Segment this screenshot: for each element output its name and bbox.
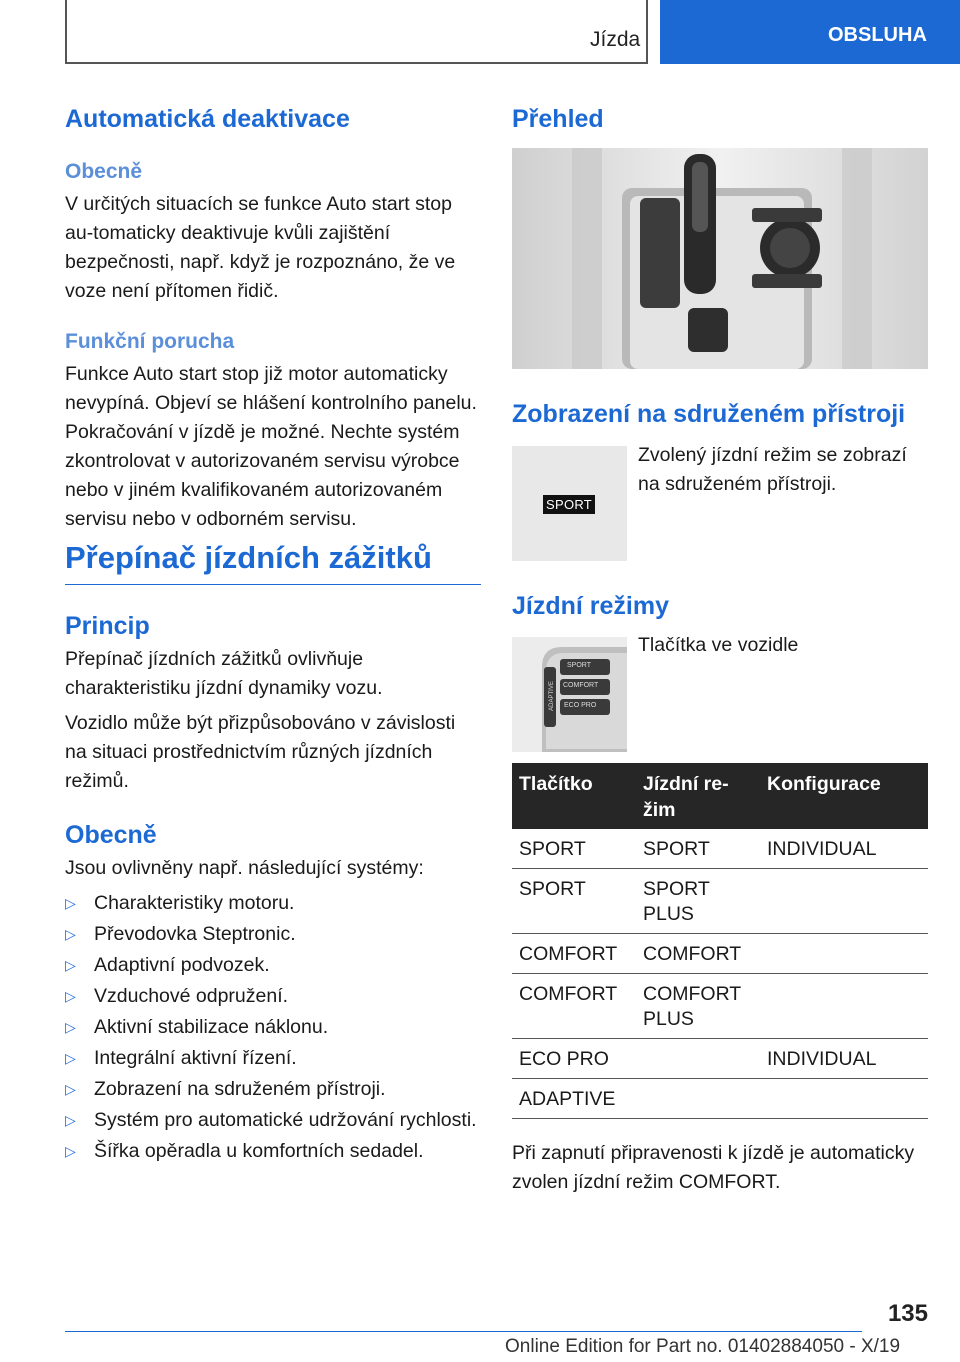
triangle-bullet-icon: ▷ xyxy=(65,988,76,1004)
mode-buttons-caption: Tlačítka ve vozidle xyxy=(638,634,799,656)
left-column-lower xyxy=(65,609,481,1167)
footer-edition-text: Online Edition for Part no. 01402884050 - X/19 xyxy=(505,1336,901,1357)
triangle-bullet-icon: ▷ xyxy=(65,957,76,973)
table-cell: SPORT xyxy=(512,829,636,869)
table-cell: SPORT PLUS xyxy=(636,869,760,934)
header-frame xyxy=(65,0,648,64)
table-cell: ADAPTIVE xyxy=(512,1079,636,1119)
table-cell xyxy=(760,1079,928,1119)
triangle-bullet-icon: ▷ xyxy=(65,1019,76,1035)
mode-buttons-image xyxy=(512,637,627,752)
malfunction-heading: Funkční porucha xyxy=(65,330,235,353)
triangle-bullet-icon: ▷ xyxy=(65,1081,76,1097)
list-item: ▷ Šířka opěradla u komfortních sedadel. xyxy=(65,1136,481,1167)
triangle-bullet-icon: ▷ xyxy=(65,1112,76,1128)
table-cell xyxy=(760,934,928,974)
table-cell: COMFORT xyxy=(512,974,636,1039)
table-row xyxy=(512,934,928,974)
table-cell xyxy=(760,974,928,1039)
table-cell: COMFORT xyxy=(512,934,636,974)
header-section-title: Jízda xyxy=(590,28,641,51)
table-cell: ECO PRO xyxy=(512,1039,636,1079)
triangle-bullet-icon: ▷ xyxy=(65,1143,76,1159)
overview-heading: Přehled xyxy=(512,105,604,133)
table-cell: INDIVIDUAL xyxy=(760,829,928,869)
auto-deactivation-heading: Automatická deaktivace xyxy=(65,105,350,133)
table-row xyxy=(512,1079,928,1119)
table-cell: SPORT xyxy=(512,869,636,934)
table-cell: COMFORT xyxy=(636,934,760,974)
heading-rule xyxy=(65,584,481,585)
table-row xyxy=(512,974,928,1039)
triangle-bullet-icon: ▷ xyxy=(65,926,76,942)
list-item: ▷ Adaptivní podvozek. xyxy=(65,950,481,981)
cluster-display-image xyxy=(512,446,627,561)
instrument-cluster-heading: Zobrazení na sdruženém přístroji xyxy=(512,400,906,428)
driving-experience-switch-heading: Přepínač jízdních zážitků xyxy=(65,540,432,575)
principle-heading: Princip xyxy=(65,612,150,640)
adaptive-button-label: ADAPTIVE xyxy=(548,681,555,711)
center-console-image xyxy=(512,148,928,369)
general-heading-1: Obecně xyxy=(65,160,143,183)
left-column xyxy=(65,104,481,534)
principle-text-2: Vozidlo může být přizpůsobováno v závislosti na situaci prostřednictvím různých jízdních režimů. xyxy=(65,712,456,792)
table-header-cell: Konfigurace xyxy=(760,763,928,829)
list-item: ▷ Zobrazení na sdruženém přístroji. xyxy=(65,1074,481,1105)
header-chapter-tab[interactable]: OBSLUHA xyxy=(660,0,960,64)
list-item: ▷ Charakteristiky motoru. xyxy=(65,888,481,919)
list-item: ▷ Integrální aktivní řízení. xyxy=(65,1043,481,1074)
table-cell: SPORT xyxy=(636,829,760,869)
principle-text-1: Přepínač jízdních zážitků ovlivňuje charakteristiku jízdní dynamiky vozu. xyxy=(65,648,383,699)
triangle-bullet-icon: ▷ xyxy=(65,895,76,911)
table-cell: INDIVIDUAL xyxy=(760,1039,928,1079)
table-row xyxy=(512,829,928,869)
list-item: ▷ Převodovka Steptronic. xyxy=(65,919,481,950)
list-item: ▷ Aktivní stabilizace náklonu. xyxy=(65,1012,481,1043)
driving-modes-table xyxy=(512,763,928,1119)
eco-pro-button-label: ECO PRO xyxy=(564,702,597,709)
sport-button-label: SPORT xyxy=(567,662,591,669)
list-item: ▷ Systém pro automatické udržování rychlosti. xyxy=(65,1105,481,1136)
table-header-cell: Tlačítko xyxy=(512,763,636,829)
general-text-1: V určitých situacích se funkce Auto start stop au-tomaticky deaktivuje kvůli zajištění bezpečnosti, např. když je rozpoznáno, že ve voze není přítomen řidič. xyxy=(65,193,456,302)
instrument-cluster-text: Zvolený jízdní režim se zobrazí na sdruženém přístroji. xyxy=(638,444,907,495)
page-number: 135 xyxy=(887,1300,928,1327)
default-mode-note: Při zapnutí připravenosti k jízdě je automaticky zvolen jízdní režim COMFORT. xyxy=(512,1142,915,1193)
footer-rule xyxy=(65,1331,862,1332)
table-cell xyxy=(636,1039,760,1079)
malfunction-text: Funkce Auto start stop již motor automaticky nevypíná. Objeví se hlášení kontrolního panelu. Pokračování v jízdě je možné. Nechte systém zkontrolovat v autorizovaném servisu výrobce nebo v jiném kvalifikovaném autorizovaném servisu nebo v odborném servisu. xyxy=(65,363,477,530)
table-row xyxy=(512,1039,928,1079)
table-cell: COMFORT PLUS xyxy=(636,974,760,1039)
general-heading-2: Obecně xyxy=(65,821,157,849)
table-header-cell: Jízdní re-žim xyxy=(636,763,760,829)
triangle-bullet-icon: ▷ xyxy=(65,1050,76,1066)
center-console-illustration xyxy=(512,148,928,369)
list-item: ▷ Vzduchové odpružení. xyxy=(65,981,481,1012)
sport-mode-badge: SPORT xyxy=(543,495,595,514)
mode-buttons-illustration xyxy=(512,637,627,752)
table-cell xyxy=(760,869,928,934)
table-header-row xyxy=(512,763,928,829)
table-cell xyxy=(636,1079,760,1119)
comfort-button-label: COMFORT xyxy=(563,682,599,689)
driving-modes-heading: Jízdní režimy xyxy=(512,592,669,620)
affected-systems-list xyxy=(65,888,481,1167)
general-text-2: Jsou ovlivněny např. následující systémy: xyxy=(65,857,424,879)
table-row xyxy=(512,869,928,934)
